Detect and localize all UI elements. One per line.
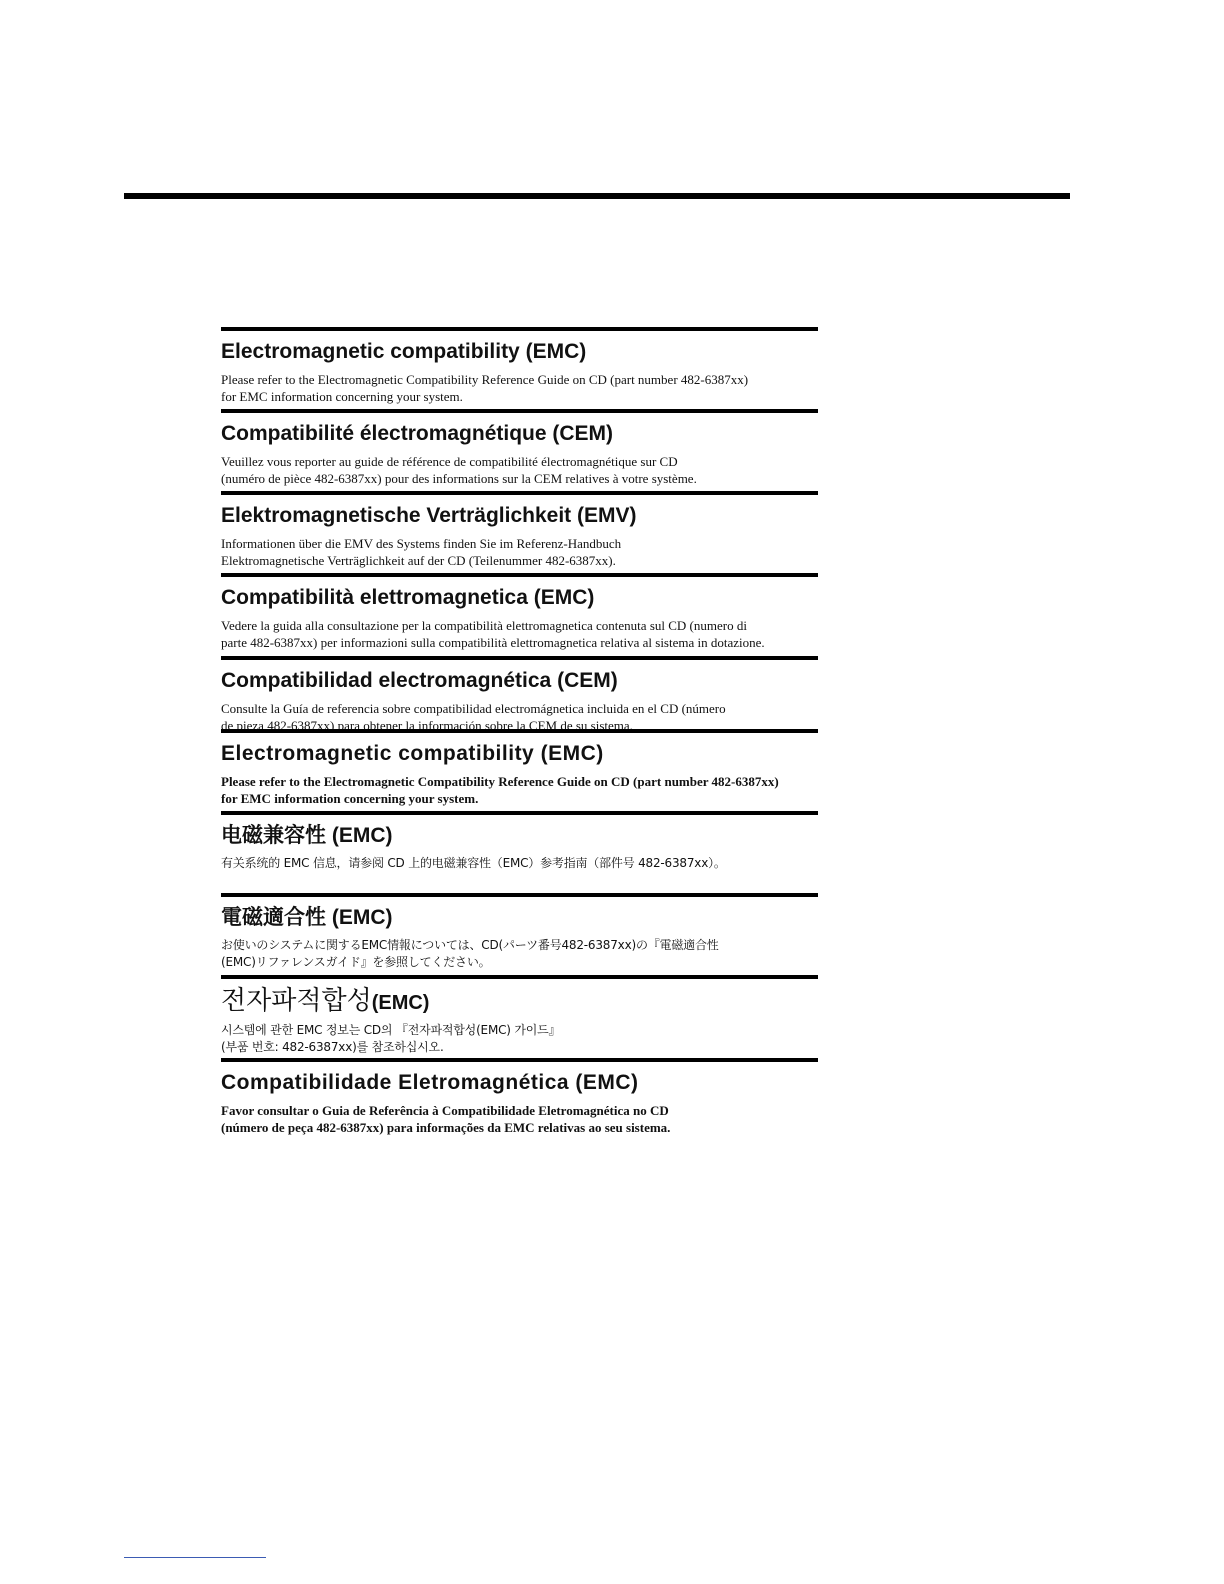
body-line: de pieza 482-6387xx) para obtener la información sobre la CEM de su sistema. [221,718,633,733]
body-line: Veuillez vous reporter au guide de référence de compatibilité électromagnétique sur CD [221,454,678,469]
section-cem-french [221,409,818,487]
footer-link-rule [124,1557,266,1558]
section-emc-japanese [221,893,818,971]
body-line: for EMC information concerning your system. [221,791,479,806]
body-line: お使いのシステムに関するEMC情報については、CD(パーツ番号482-6387xx)の『電磁適合性 [221,938,719,952]
body-line: (número de peça 482-6387xx) para informações da EMC relativas ao seu sistema. [221,1120,671,1135]
body-line: (부품 번호: 482-6387xx)를 참조하십시오. [221,1040,444,1054]
section-cem-spanish [221,656,818,734]
body-line: for EMC information concerning your system. [221,389,463,404]
section-body [221,1102,818,1136]
section-heading: Compatibilidade Eletromagnética (EMC) [221,1071,639,1094]
section-heading [221,987,818,1016]
top-page-rule [124,193,1070,199]
section-emc-portuguese [221,1058,818,1136]
section-body [221,535,818,569]
section-body [221,453,818,487]
section-heading: Compatibilité électromagnétique (CEM) [221,422,614,445]
section-body [221,937,818,971]
body-line: Elektromagnetische Verträglichkeit auf der CD (Teilenummer 482-6387xx). [221,553,616,568]
section-emc-chinese [221,811,818,872]
section-emc-english-repeat [221,729,818,807]
section-heading: Compatibilità elettromagnetica (EMC) [221,586,595,609]
body-line: parte 482-6387xx) per informazioni sulla compatibilità elettromagnetica relativa al sistema in dotazione. [221,635,765,650]
body-line: Favor consultar o Guia de Referência à Compatibilidade Eletromagnética no CD [221,1103,669,1118]
section-body [221,773,818,807]
body-line: (EMC)リファレンスガイド』を参照してください。 [221,955,491,969]
heading-korean-text: 전자파적합성 [221,985,372,1015]
section-body [221,1022,818,1056]
section-heading: Electromagnetic compatibility (EMC) [221,340,587,363]
heading-suffix: (EMC) [371,992,430,1014]
section-heading: Compatibilidad electromagnética (CEM) [221,669,618,692]
section-heading: Electromagnetic compatibility (EMC) [221,742,604,765]
body-line: 有关系统的 EMC 信息，请参阅 CD 上的电磁兼容性（EMC）参考指南（部件号 482-6387xx）。 [221,856,726,870]
body-line: Consulte la Guía de referencia sobre compatibilidad electromágnetica incluida en el CD (número [221,701,726,716]
section-emc-korean [221,975,818,1056]
section-heading: 电磁兼容性 (EMC) [221,824,393,847]
section-emc-italian [221,573,818,651]
body-line: Please refer to the Electromagnetic Compatibility Reference Guide on CD (part number 482-6387xx) [221,774,779,789]
section-emc-english [221,327,818,405]
section-heading: Elektromagnetische Verträglichkeit (EMV) [221,504,637,527]
section-heading: 電磁適合性 (EMC) [221,906,393,929]
body-line: Please refer to the Electromagnetic Compatibility Reference Guide on CD (part number 482-6387xx) [221,372,749,387]
body-line: (numéro de pièce 482-6387xx) pour des informations sur la CEM relatives à votre système. [221,471,697,486]
section-body [221,855,818,872]
section-body [221,617,818,651]
section-emv-german [221,491,818,569]
body-line: Informationen über die EMV des Systems finden Sie im Referenz-Handbuch [221,536,622,551]
section-body [221,371,818,405]
body-line: Vedere la guida alla consultazione per la compatibilità elettromagnetica contenuta sul CD (numero di [221,618,747,633]
body-line: 시스템에 관한 EMC 정보는 CD의 『전자파적합성(EMC) 가이드』 [221,1023,561,1037]
